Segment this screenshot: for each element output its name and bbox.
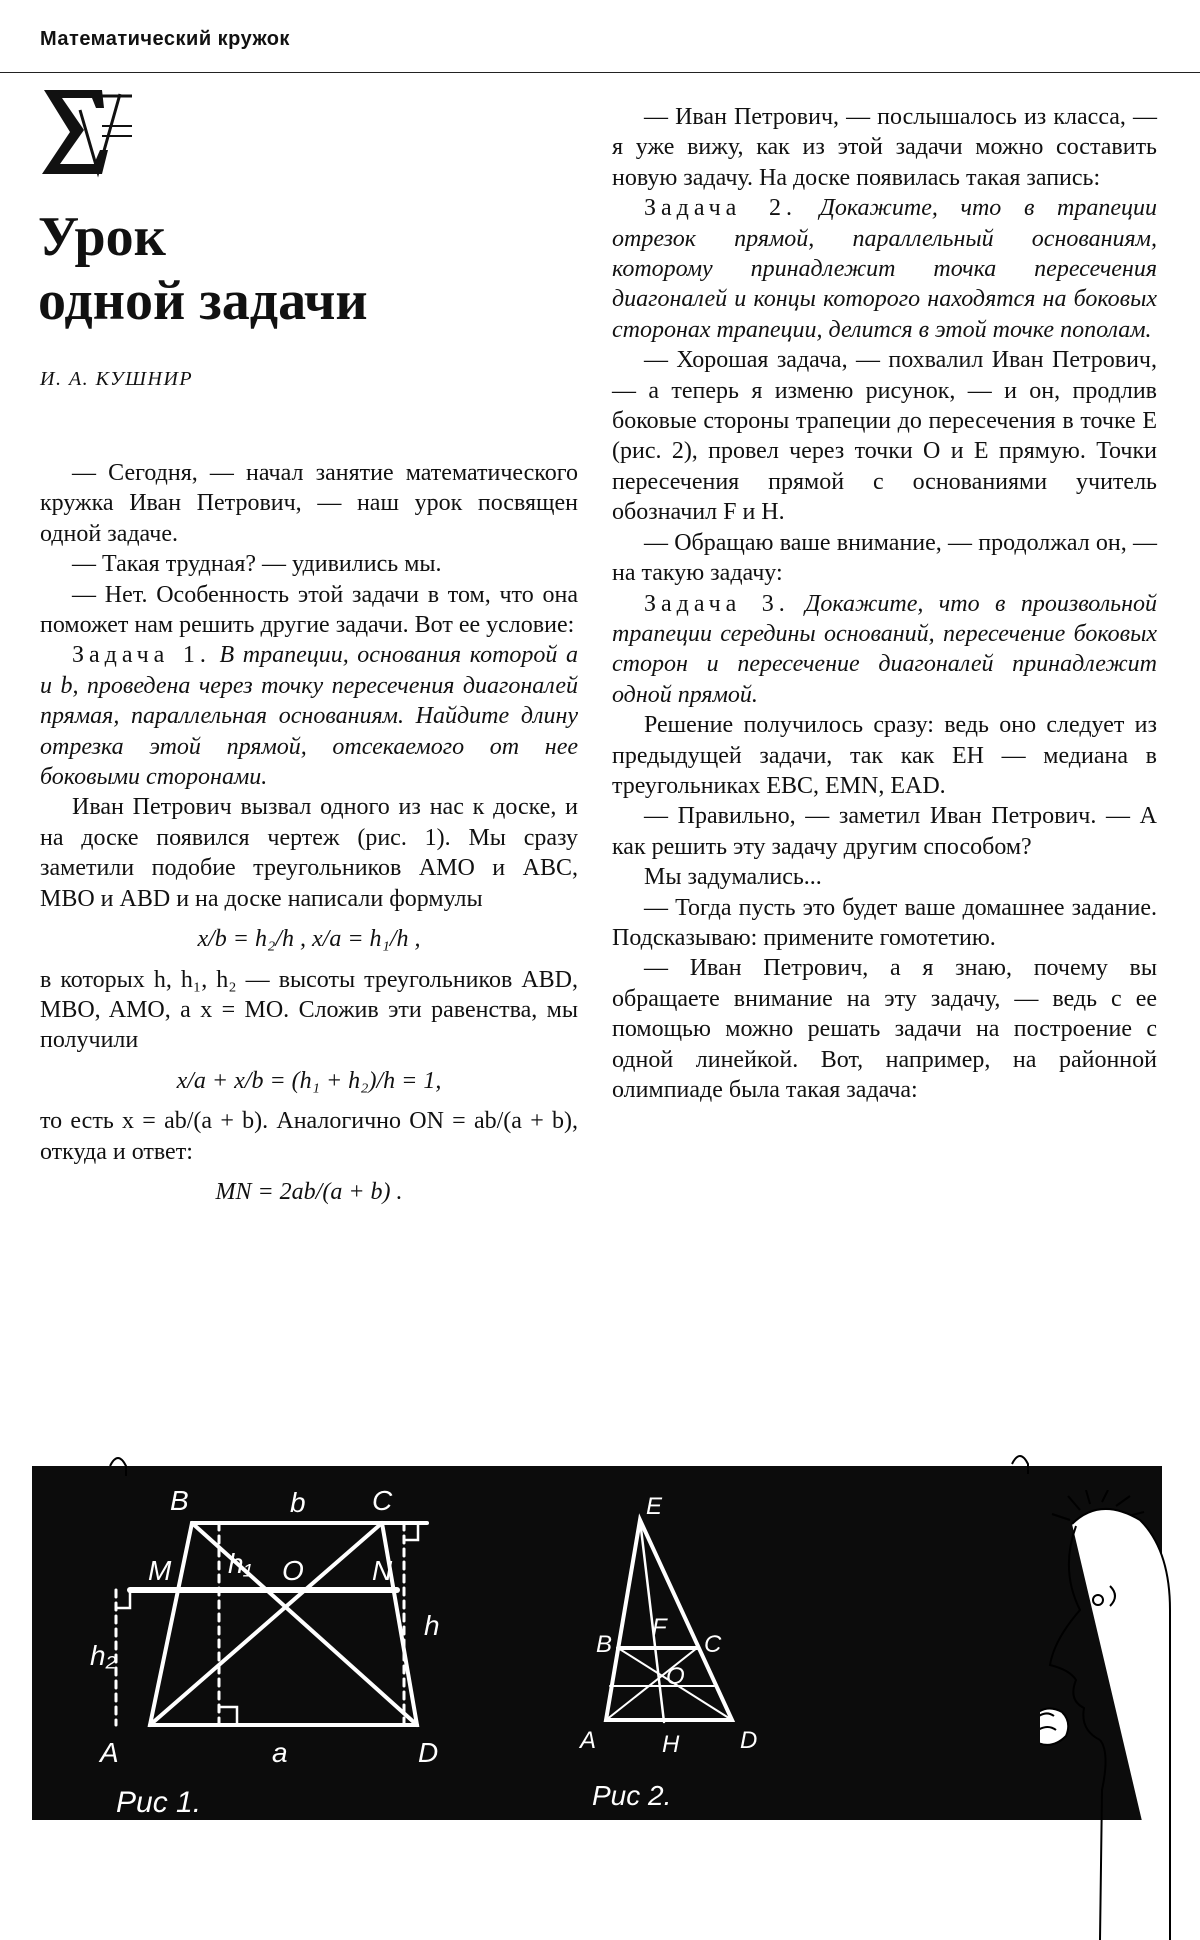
- label-a: a: [272, 1737, 288, 1768]
- paragraph: то есть x = ab/(a + b). Аналогично ON = ab/(a + b), откуда и ответ:: [40, 1108, 578, 1165]
- task-1-label: Задача 1.: [72, 642, 211, 669]
- right-angle-mark: [219, 1707, 237, 1725]
- paragraph: — Нет. Особенность этой задачи в том, что она поможет нам решить другие задачи. Вот ее условие:: [40, 581, 578, 639]
- figure-2-caption: Рис 2.: [592, 1780, 672, 1811]
- label-M: M: [148, 1555, 172, 1586]
- right-angle-mark: [404, 1523, 418, 1540]
- label-D: D: [740, 1727, 758, 1754]
- task-1-text: В трапеции, основания которой a и b, проведена через точку пересечения диагоналей прямая, параллельная основаниям. Найдите длину отрезка этой прямой, отсекаемого от нее боковыми сторонами.: [40, 642, 578, 791]
- label-E: E: [646, 1493, 663, 1520]
- label-h2: h₂: [90, 1640, 117, 1671]
- label-C: C: [704, 1631, 722, 1658]
- left-column: [40, 458, 578, 1217]
- triangle-ead: [606, 1520, 732, 1720]
- paragraph: — Правильно, — заметил Иван Петрович. — А как решить эту задачу другим способом?: [612, 803, 1157, 860]
- task-1: [40, 640, 578, 792]
- label-N: N: [372, 1555, 393, 1586]
- task-2-label: Задача 2.: [644, 195, 797, 222]
- label-b: b: [290, 1487, 306, 1518]
- formula-1: x/b = h₂/h , x/a = h₁/h ,: [197, 926, 421, 953]
- task-2-text: Докажите, что в трапеции отрезок прямой, параллельный основаниям, которому принадлежит точка пересечения диагоналей и концы которого находятся на боковых сторонах трапеции, делится в этой точке пополам.: [612, 195, 1158, 343]
- label-A: A: [100, 1737, 119, 1768]
- paragraph: — Иван Петрович, — послышалось из класса, — я уже вижу, как из этой задачи можно составить новую задачу. На доске появилась такая запись:: [612, 104, 1157, 191]
- diagonal-bd: [192, 1523, 417, 1725]
- label-F: F: [652, 1614, 667, 1641]
- section-header: Математический кружок: [40, 28, 290, 50]
- label-A: A: [580, 1727, 597, 1754]
- formula-3: MN = 2ab/(a + b) .: [215, 1178, 403, 1205]
- sigma-logo-icon: [40, 86, 136, 178]
- paragraph: — Тогда пусть это будет ваше домашнее задание. Подсказываю: примените гомотетию.: [612, 894, 1157, 951]
- task-3-text: Докажите, что в произвольной трапеции середины оснований, пересечение боковых сторон и пересечение диагоналей принадлежит одной прямой.: [612, 590, 1157, 708]
- figure-1: [116, 1523, 427, 1728]
- paragraph: — Иван Петрович, а я знаю, почему вы обращаете внимание на эту задачу, — ведь с ее помощью можно решать задачи на построение с одной линейкой. Вот, например, на районной олимпиаде была такая задача:: [612, 955, 1157, 1103]
- title-line-1: Урок: [38, 206, 166, 268]
- trapezoid-abcd: [150, 1523, 417, 1725]
- pin-icon: [110, 1458, 126, 1476]
- label-O: O: [666, 1663, 685, 1690]
- label-O: O: [282, 1555, 304, 1586]
- author: И. А. КУШНИР: [40, 368, 194, 390]
- label-C: C: [372, 1485, 393, 1516]
- right-angle-mark: [116, 1590, 130, 1608]
- paragraph: — Сегодня, — начал занятие математического кружка Иван Петрович, — наш урок посвящен одной задаче.: [40, 460, 578, 547]
- header-rule: [0, 72, 1200, 73]
- task-3: [612, 589, 1157, 711]
- formula-2: x/a + x/b = (h₁ + h₂)/h = 1,: [176, 1067, 442, 1094]
- label-H: H: [662, 1731, 680, 1758]
- title-line-2: одной задачи: [38, 270, 368, 332]
- label-h1: h₁: [228, 1548, 253, 1579]
- figure-1-caption: Рис 1.: [116, 1786, 202, 1819]
- teacher-illustration: [1040, 1490, 1200, 1940]
- paragraph: в которых h, h₁, h₂ — высоты треугольников ABD, MBO, AMO, а x = MO. Сложив эти равенства, мы получили: [40, 966, 578, 1054]
- task-2: [612, 193, 1157, 345]
- paragraph: Мы задумались...: [644, 864, 822, 891]
- paragraph: Решение получилось сразу: ведь оно следует из предыдущей задачи, так как EH — медиана в треугольниках EBC, EMN, EAD.: [612, 712, 1157, 799]
- paragraph: — Такая трудная? — удивились мы.: [72, 551, 442, 578]
- label-D: D: [418, 1737, 439, 1768]
- paragraph: — Обращаю ваше внимание, — продолжал он, — на такую задачу:: [612, 529, 1157, 587]
- label-B: B: [596, 1631, 613, 1658]
- label-B: B: [170, 1485, 189, 1516]
- pin-icon: [1012, 1456, 1028, 1474]
- figure-2: [606, 1520, 732, 1722]
- paragraph: Иван Петрович вызвал одного из нас к доске, и на доске появился чертеж (рис. 1). Мы сразу заметили подобие треугольников AMO и ABC, MBO и ABD и на доске написали формулы: [40, 794, 578, 912]
- paragraph: — Хорошая задача, — похвалил Иван Петрович, — а теперь я изменю рисунок, — и он, продлив боковые стороны трапеции до пересечения в точке E (рис. 2), провел через точки O и E прямую. Точки пересечения прямой с основаниями учитель обозначил F и H.: [612, 347, 1157, 526]
- right-column: [612, 102, 1157, 1105]
- task-3-label: Задача 3.: [644, 590, 790, 617]
- article-title: [38, 205, 368, 333]
- chalkboard-figures: [32, 1430, 1162, 1850]
- label-h: h: [424, 1610, 440, 1641]
